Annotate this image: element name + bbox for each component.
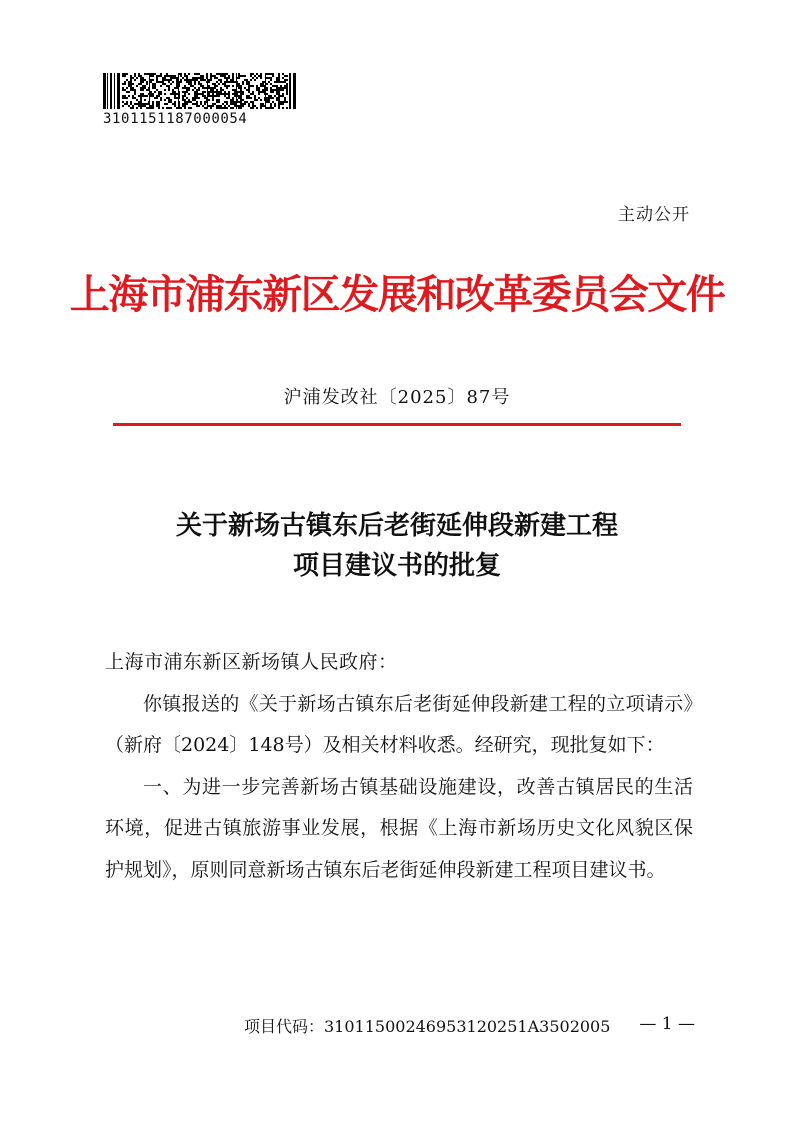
document-body: [105, 642, 693, 891]
document-title: [0, 506, 794, 586]
red-divider: [113, 423, 681, 426]
title-line-2: 项目建议书的批复: [292, 551, 501, 581]
project-code: 项目代码：31011500246953120251A3502005: [244, 1017, 611, 1036]
paragraph-1: 你镇报送的《关于新场古镇东后老街延伸段新建工程的立项请示》（新府〔2024〕148号）及相关材料收悉。经研究，现批复如下：: [105, 692, 693, 756]
paragraph-2: 一、为进一步完善新场古镇基础设施建设，改善古镇居民的生活环境，促进古镇旅游事业发展，根据《上海市新场历史文化风貌区保护规划》，原则同意新场古镇东后老街延伸段新建工程项目建议书。: [105, 775, 693, 881]
barcode-block: [103, 73, 303, 127]
barcode-number: 3101151187000054: [103, 111, 248, 127]
document-number: 沪浦发改社〔2025〕87号: [283, 387, 511, 408]
page-number: — 1 —: [639, 1014, 695, 1034]
title-line-1: 关于新场古镇东后老街延伸段新建工程: [175, 511, 618, 541]
barcode-image: [103, 73, 296, 109]
issuer-title: 上海市浦东新区发展和改革委员会文件: [69, 271, 725, 318]
disclosure-label: 主动公开: [618, 205, 690, 225]
salutation: 上海市浦东新区新场镇人民政府：: [105, 651, 398, 673]
